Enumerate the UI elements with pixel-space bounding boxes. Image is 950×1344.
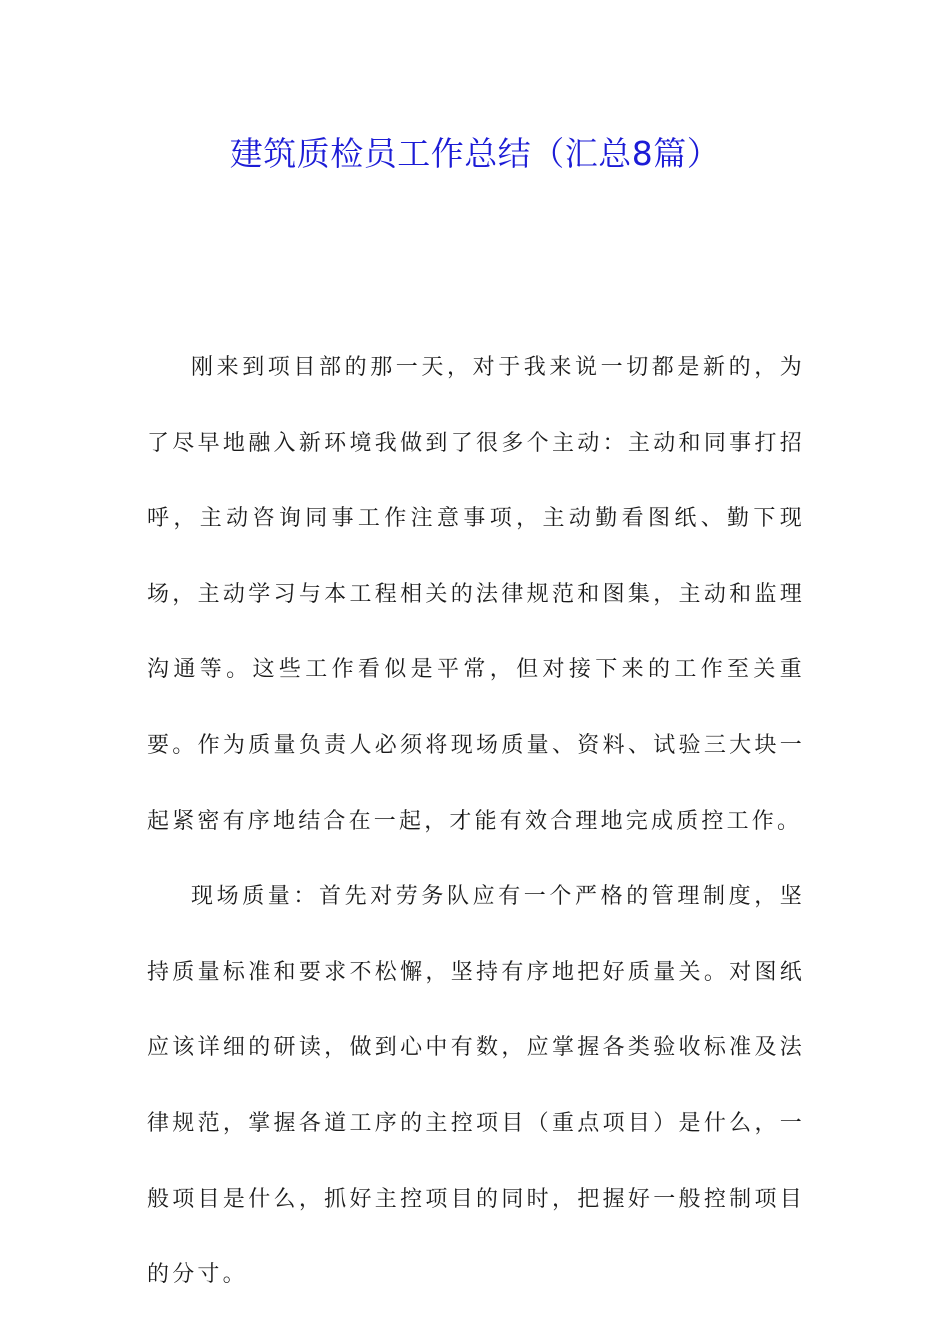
- document-title: 建筑质检员工作总结（汇总8篇）: [229, 134, 721, 173]
- paragraph-1: 刚来到项目部的那一天，对于我来说一切都是新的，为了尽早地融入新环境我做到了很多个主动：主动和同事打招呼，主动咨询同事工作注意事项，主动勤看图纸、勤下现场，主动学习与本工程相关的法律规范和图集，主动和监理沟通等。这些工作看似是平常，但对接下来的工作至关重要。作为质量负责人必须将现场质量、资料、试验三大块一起紧密有序地结合在一起，才能有效合理地完成质控工作。: [147, 355, 805, 834]
- document-body: [147, 330, 805, 1313]
- paragraph-2: 现场质量：首先对劳务队应有一个严格的管理制度，坚持质量标准和要求不松懈，坚持有序地把好质量关。对图纸应该详细的研读，做到心中有数，应掌握各类验收标准及法律规范，掌握各道工序的主控项目（重点项目）是什么，一般项目是什么，抓好主控项目的同时，把握好一般控制项目的分寸。: [147, 884, 805, 1288]
